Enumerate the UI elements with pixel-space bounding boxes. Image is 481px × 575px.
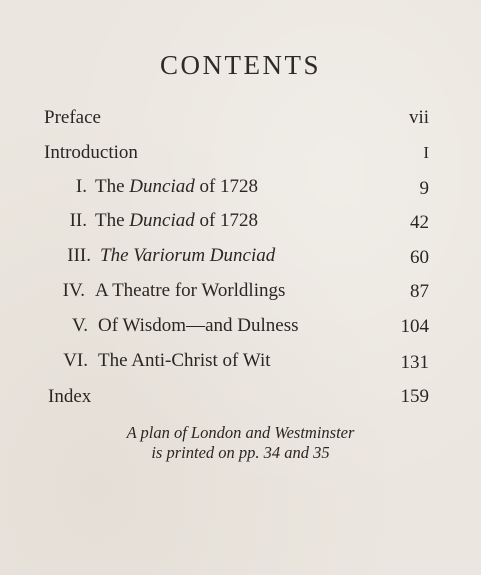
toc-entry-page: 131 [400,352,429,373]
chapter-number: IV. [62,280,85,301]
toc-entry-title: The Dunciad of 1728 [95,210,259,231]
chapter-number: I. [75,176,87,197]
toc-entry-chapter-4 [0,280,481,304]
toc-entry-title: The Variorum Dunciad [100,245,276,266]
toc-entry-introduction [44,142,444,166]
map-note-line-2: is printed on pp. 34 and 35 [151,443,330,462]
chapter-number: II. [69,210,87,231]
toc-entry-page: 159 [400,386,429,407]
toc-entry-title: A Theatre for Worldlings [95,280,286,301]
chapter-number: V. [71,315,88,336]
map-note-line-1: A plan of London and Westminster [126,423,355,442]
chapter-number: III. [67,245,91,266]
toc-entry-page: I [423,143,429,162]
toc-entry-page: 104 [400,316,429,337]
chapter-number: VI. [63,350,88,371]
toc-entry-title: Preface [44,107,101,128]
toc-entry-page: vii [408,107,429,128]
toc-entry-preface [44,107,444,131]
toc-entry-title: The Anti-Christ of Wit [98,350,271,371]
toc-entry-page: 87 [410,281,429,302]
toc-entry-title: Introduction [44,142,138,163]
contents-heading: CONTENTS [160,50,321,80]
toc-entry-title: Index [48,386,92,407]
toc-entry-page: 60 [410,247,429,268]
toc-entry-page: 9 [419,178,429,199]
toc-entry-chapter-3 [0,245,481,269]
toc-entry-title: The Dunciad of 1728 [95,176,259,197]
toc-entry-index [48,386,448,410]
toc-entry-chapter-1 [0,176,481,200]
toc-entry-page: 42 [410,212,429,233]
map-note [0,423,481,463]
toc-entry-title: Of Wisdom—and Dulness [98,315,299,336]
toc-entry-chapter-2 [0,210,481,234]
